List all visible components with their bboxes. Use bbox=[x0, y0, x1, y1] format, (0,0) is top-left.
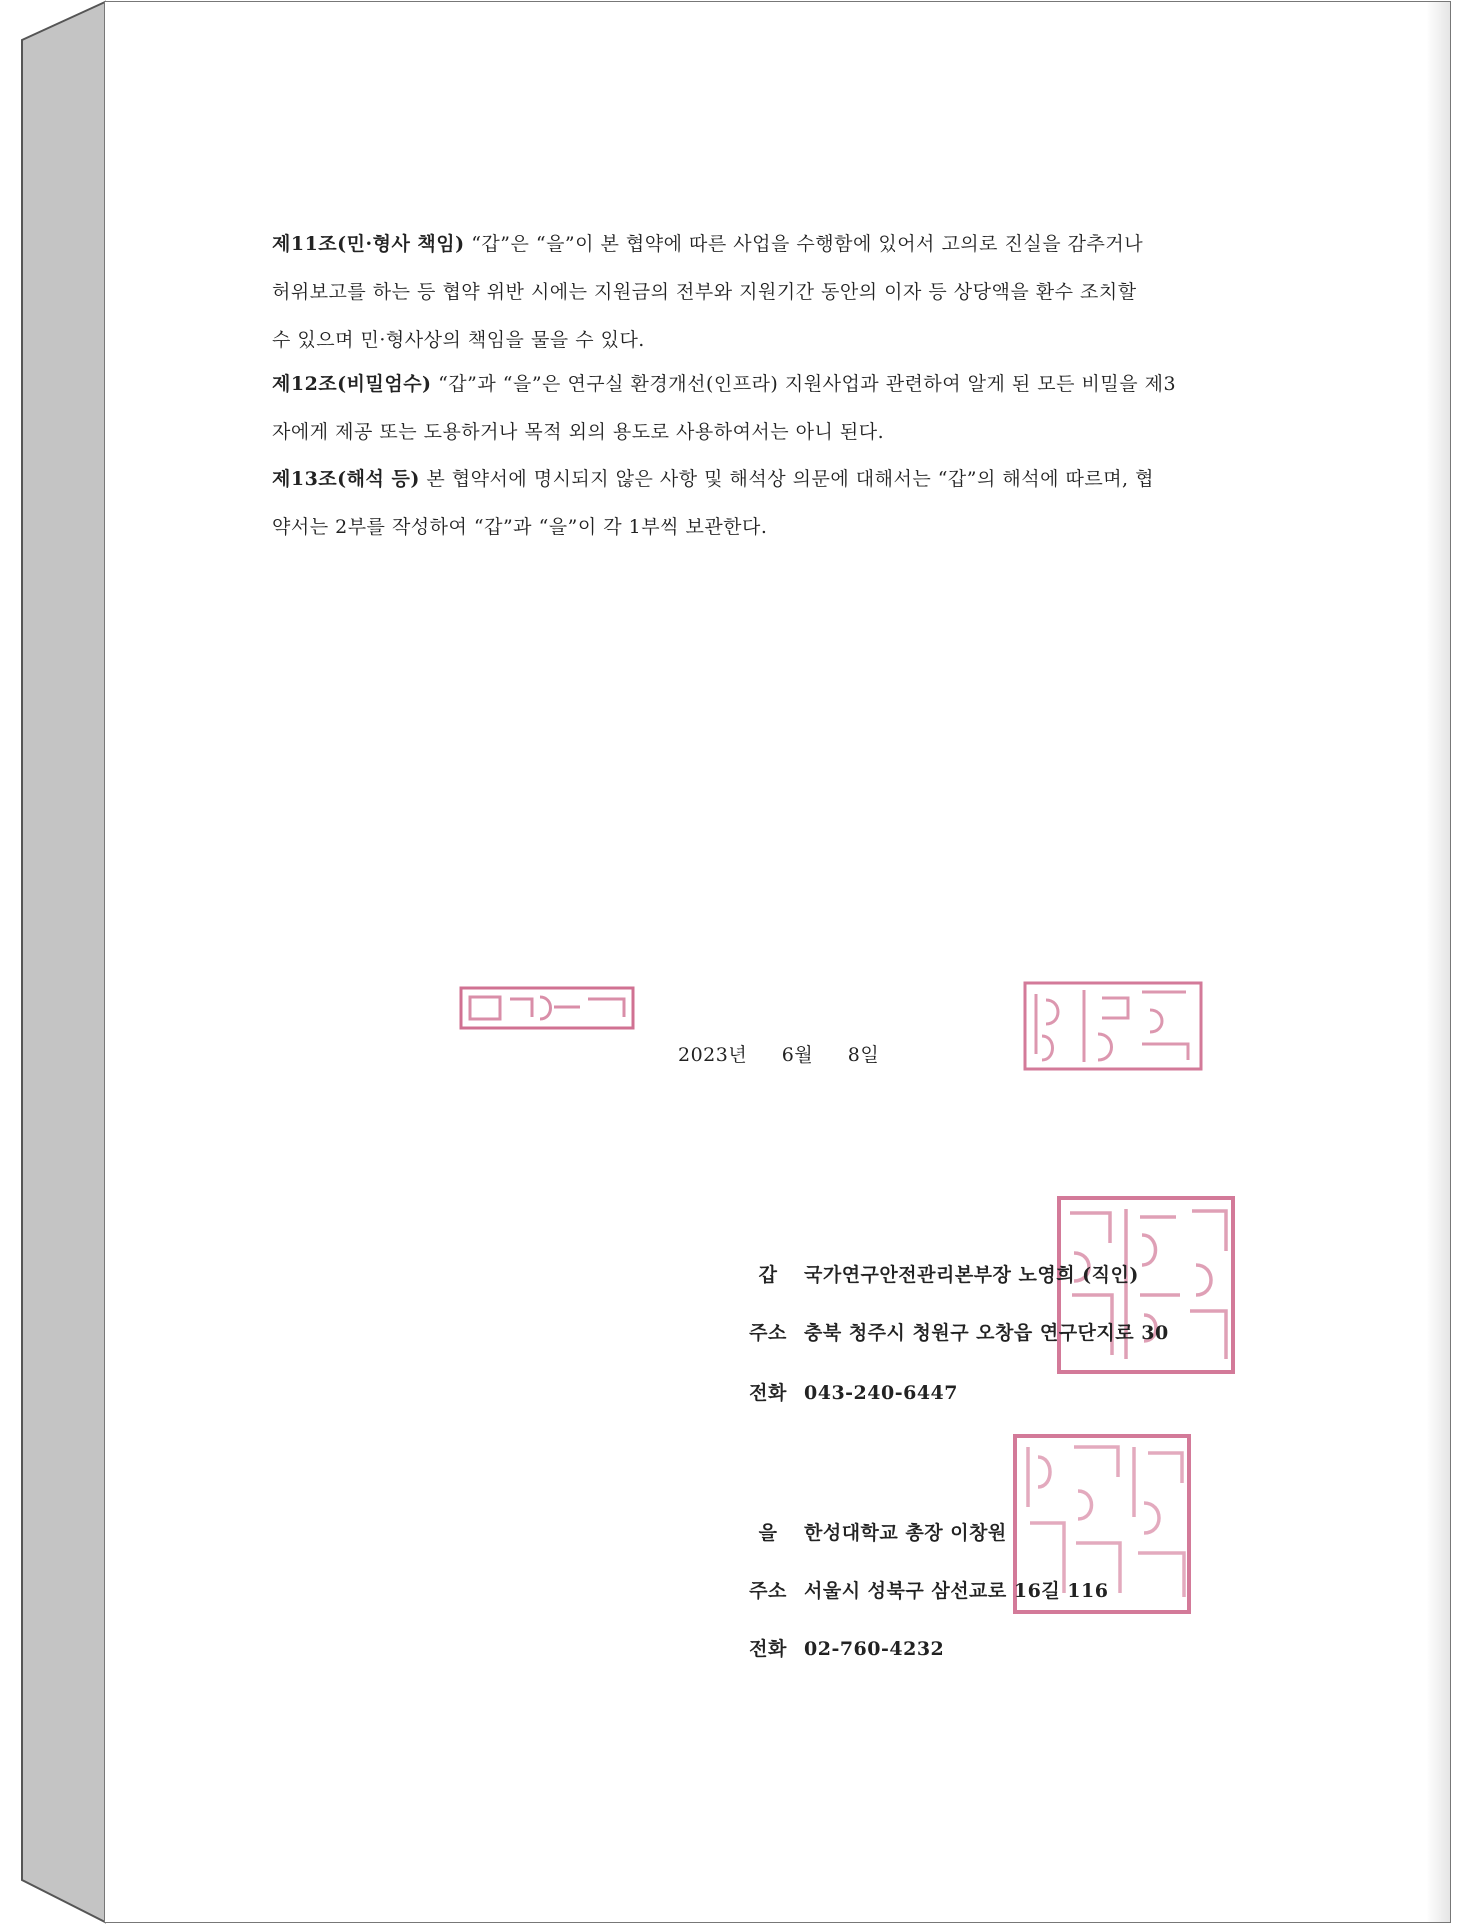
seal-stamp-date bbox=[1022, 980, 1204, 1072]
party-a-name: 국가연구안전관리본부장 노영희 (직인) bbox=[804, 1264, 1139, 1286]
party-a-phone: 043-240-6447 bbox=[804, 1382, 958, 1404]
party-a-name-row bbox=[740, 1260, 1139, 1287]
article-12 bbox=[272, 360, 1282, 456]
article-line bbox=[272, 455, 1282, 503]
article-11 bbox=[272, 220, 1282, 364]
article-heading: 제13조(해석 등) bbox=[272, 468, 420, 490]
party-b-address-row bbox=[740, 1576, 1108, 1603]
article-line bbox=[272, 360, 1282, 408]
article-13 bbox=[272, 455, 1282, 551]
party-b-name-row bbox=[740, 1518, 1007, 1545]
party-b-name: 한성대학교 총장 이창원 bbox=[804, 1522, 1007, 1544]
party-b-address-label: 주소 bbox=[749, 1580, 787, 1602]
date-day: 8일 bbox=[847, 1044, 880, 1066]
seal-stamp-small bbox=[458, 985, 638, 1035]
article-line bbox=[272, 220, 1282, 268]
article-heading: 제11조(민·형사 책임) bbox=[272, 233, 465, 255]
party-b-address: 서울시 성북구 삼선교로 16길 116 bbox=[804, 1580, 1109, 1602]
article-line: 약서는 2부를 작성하여 “갑”과 “을”이 각 1부씩 보관한다. bbox=[272, 516, 768, 538]
party-a-phone-label: 전화 bbox=[749, 1382, 787, 1404]
party-a-address-label: 주소 bbox=[749, 1322, 787, 1344]
article-line: 자에게 제공 또는 도용하거나 목적 외의 용도로 사용하여서는 아니 된다. bbox=[272, 421, 885, 443]
party-b-phone: 02-760-4232 bbox=[804, 1638, 945, 1660]
article-text: “갑”과 “을”은 연구실 환경개선(인프라) 지원사업과 관련하여 알게 된 모든 비밀을 제3 bbox=[438, 373, 1177, 395]
article-heading: 제12조(비밀엄수) bbox=[272, 373, 432, 395]
article-text: “갑”은 “을”이 본 협약에 따른 사업을 수행함에 있어서 고의로 진실을 감추거나 bbox=[471, 233, 1144, 255]
party-a-address: 충북 청주시 청원구 오창읍 연구단지로 30 bbox=[804, 1322, 1169, 1344]
article-line: 수 있으며 민·형사상의 책임을 물을 수 있다. bbox=[272, 329, 645, 351]
page-edge-shadow bbox=[1426, 2, 1450, 1922]
party-b-phone-label: 전화 bbox=[749, 1638, 787, 1660]
article-text: 본 협약서에 명시되지 않은 사항 및 해석상 의문에 대해서는 “갑”의 해석에 따르며, 협 bbox=[426, 468, 1154, 490]
party-a-label: 갑 bbox=[758, 1264, 778, 1286]
party-a-phone-row bbox=[740, 1378, 958, 1405]
party-a-address-row bbox=[740, 1318, 1169, 1345]
article-line: 허위보고를 하는 등 협약 위반 시에는 지원금의 전부와 지원기간 동안의 이자 등 상당액을 환수 조치할 bbox=[272, 281, 1137, 303]
date-month: 6월 bbox=[781, 1044, 814, 1066]
party-b-phone-row bbox=[740, 1634, 944, 1661]
signing-date bbox=[678, 1040, 907, 1067]
date-year: 2023년 bbox=[678, 1044, 748, 1066]
party-b-label: 을 bbox=[758, 1522, 778, 1544]
